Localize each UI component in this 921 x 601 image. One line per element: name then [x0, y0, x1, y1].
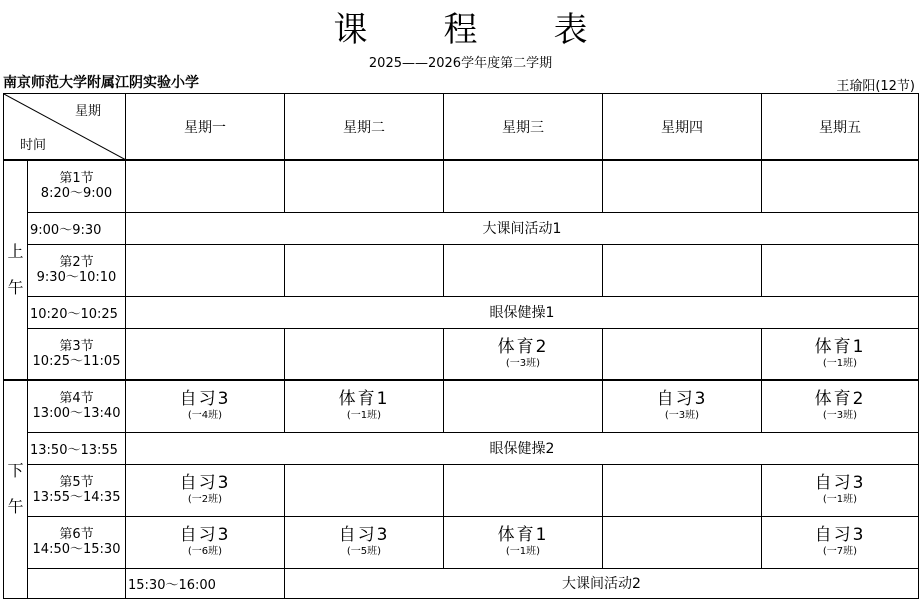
period-row	[4, 464, 919, 516]
term-subtitle: 2025——2026学年度第二学期	[368, 56, 553, 71]
slot-cell[interactable]	[126, 160, 285, 212]
slot-cell[interactable]: 自习3 (一4班)	[126, 380, 285, 432]
break-row	[4, 568, 919, 598]
slot-cell[interactable]	[762, 160, 919, 212]
slot-cell[interactable]	[285, 244, 444, 296]
break-time: 15:30～16:00	[126, 568, 285, 598]
break-label: 眼保健操1	[126, 296, 919, 328]
slot-cell[interactable]	[285, 464, 444, 516]
period-row	[4, 380, 919, 432]
period-row	[4, 244, 919, 296]
slot-cell[interactable]	[126, 244, 285, 296]
slot-cell[interactable]	[285, 160, 444, 212]
break-row	[4, 212, 919, 244]
title-char: 表	[553, 10, 588, 50]
page-title	[0, 2, 921, 51]
teacher-name: 王瑜阳(12节)	[836, 79, 915, 94]
period-label: 第1节 8:20～9:00	[28, 160, 126, 212]
slot-cell[interactable]	[603, 516, 762, 568]
period-label: 第5节 13:55～14:35	[28, 464, 126, 516]
break-label: 大课间活动1	[126, 212, 919, 244]
slot-cell[interactable]	[603, 244, 762, 296]
slot-cell[interactable]	[444, 380, 603, 432]
corner-time-label: 时间	[20, 138, 47, 153]
break-time: 10:20～10:25	[28, 296, 126, 328]
day-header: 星期五	[762, 94, 919, 161]
corner-weekday-label: 星期	[74, 104, 101, 119]
title-char: 程	[443, 10, 478, 50]
slot-cell[interactable]: 体育1 (一1班)	[762, 328, 919, 380]
period-row	[4, 160, 919, 212]
afternoon-label: 下 午	[4, 380, 28, 598]
title-char: 课	[333, 10, 368, 50]
slot-cell[interactable]: 自习3 (一1班)	[762, 464, 919, 516]
period-row	[4, 516, 919, 568]
break-row	[4, 432, 919, 464]
timetable	[3, 93, 919, 599]
corner-cell	[4, 94, 126, 161]
school-name: 南京师范大学附属江阴实验小学	[3, 75, 199, 91]
slot-cell[interactable]	[444, 244, 603, 296]
day-header: 星期三	[444, 94, 603, 161]
day-header: 星期二	[285, 94, 444, 161]
period-label: 第2节 9:30～10:10	[28, 244, 126, 296]
header-row	[4, 94, 919, 161]
slot-cell[interactable]: 自习3 (一3班)	[603, 380, 762, 432]
day-header: 星期四	[603, 94, 762, 161]
break-label: 眼保健操2	[126, 432, 919, 464]
break-time: 9:00～9:30	[28, 212, 126, 244]
morning-label: 上 午	[4, 160, 28, 380]
period-row	[4, 328, 919, 380]
slot-cell[interactable]: 体育1 (一1班)	[444, 516, 603, 568]
period-label: 第4节 13:00～13:40	[28, 380, 126, 432]
break-time: 13:50～13:55	[28, 432, 126, 464]
break-row	[4, 296, 919, 328]
slot-cell[interactable]: 体育2 (一3班)	[444, 328, 603, 380]
blank-cell	[28, 568, 126, 598]
slot-cell[interactable]	[762, 244, 919, 296]
slot-cell[interactable]	[285, 328, 444, 380]
slot-cell[interactable]	[603, 464, 762, 516]
slot-cell[interactable]: 自习3 (一6班)	[126, 516, 285, 568]
slot-cell[interactable]	[603, 328, 762, 380]
slot-cell[interactable]	[126, 328, 285, 380]
day-header: 星期一	[126, 94, 285, 161]
slot-cell[interactable]: 自习3 (一2班)	[126, 464, 285, 516]
break-label: 大课间活动2	[285, 568, 919, 598]
slot-cell[interactable]	[603, 160, 762, 212]
slot-cell[interactable]: 自习3 (一7班)	[762, 516, 919, 568]
slot-cell[interactable]: 自习3 (一5班)	[285, 516, 444, 568]
slot-cell[interactable]: 体育1 (一1班)	[285, 380, 444, 432]
slot-cell[interactable]	[444, 464, 603, 516]
period-label: 第3节 10:25～11:05	[28, 328, 126, 380]
slot-cell[interactable]	[444, 160, 603, 212]
period-label: 第6节 14:50～15:30	[28, 516, 126, 568]
slot-cell[interactable]: 体育2 (一3班)	[762, 380, 919, 432]
